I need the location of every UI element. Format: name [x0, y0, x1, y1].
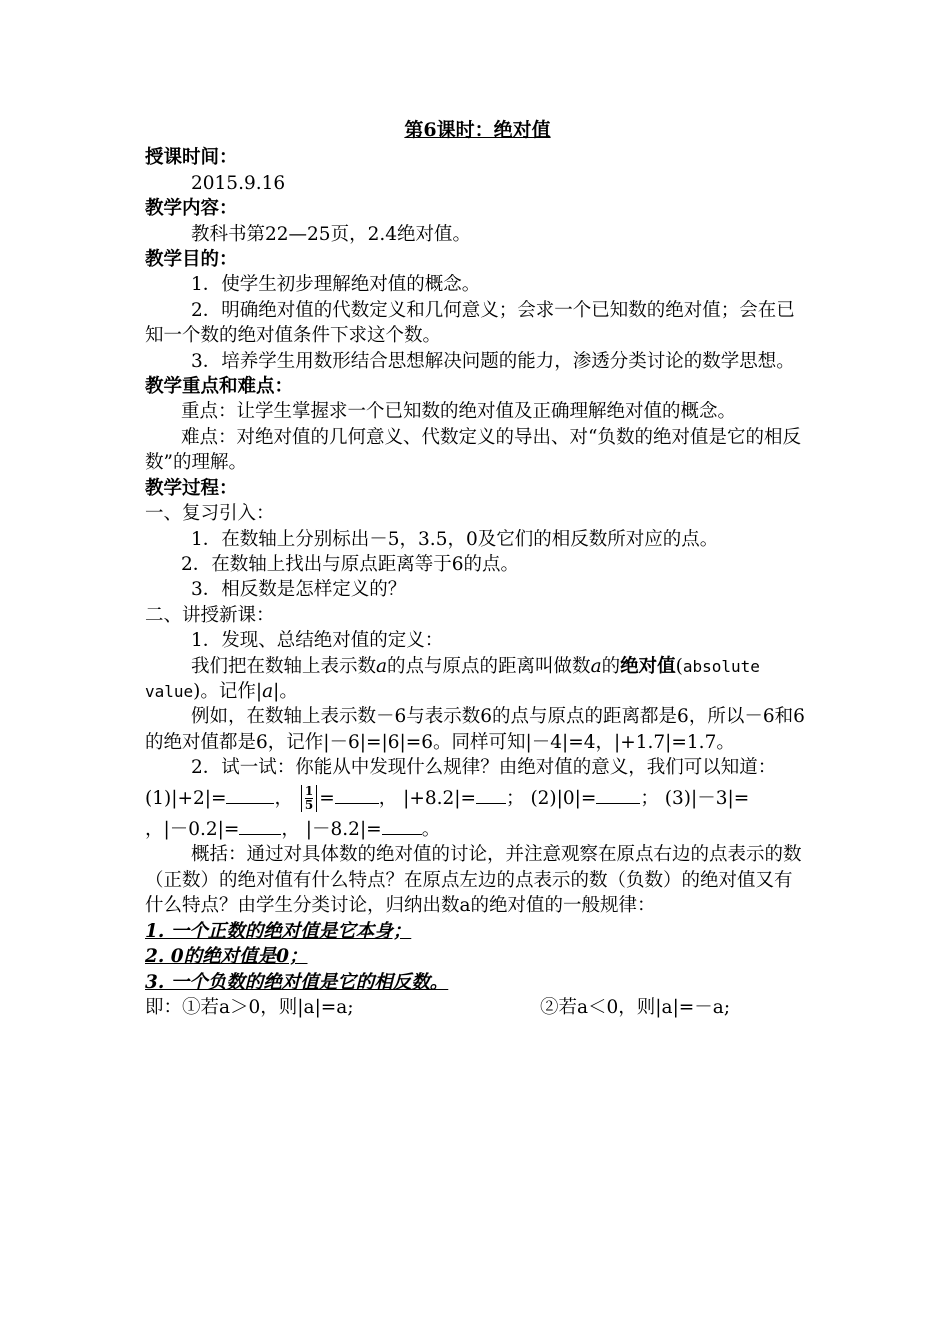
review-item: 1．在数轴上分别标出－5，3.5，0及它们的相反数所对应的点。 [191, 528, 719, 550]
exercise-line [145, 816, 810, 842]
def-text: ( [675, 655, 683, 677]
def-text: 的点与原点的距离叫做数 [387, 655, 591, 677]
case-positive: 即：①若a＞0，则|a|=a; [145, 996, 354, 1018]
goal-item: 3．培养学生用数形结合思想解决问题的能力，渗透分类讨论的数学思想。 [191, 350, 795, 372]
definition-paragraph [145, 654, 810, 705]
var-a: a [590, 655, 602, 677]
var-a: a [376, 655, 388, 677]
exercise-text: 。 [421, 819, 441, 841]
goal-item: 1．使学生初步理解绝对值的概念。 [191, 274, 481, 296]
exercise-text: = [319, 787, 335, 809]
subsection-review: 一、复习引入： [145, 503, 275, 525]
def-text: )。记作 [193, 680, 256, 702]
case-negative: ②若a＜0，则|a|=－a; [540, 996, 731, 1018]
page-title: 第6课时：绝对值 [404, 119, 551, 141]
summary-paragraph: 概括：通过对具体数的绝对值的讨论，并注意观察在原点右边的点表示的数（正数）的绝对值有什么特点？在原点左边的点表示的数（负数）的绝对值又有什么特点？由学生分类讨论，归纳出数a的绝对值的一般规律： [145, 844, 802, 917]
exercise-text: ， [274, 787, 293, 809]
section-heading-content: 教学内容： [145, 198, 238, 220]
exercise-text: ； [640, 787, 659, 809]
exercise-text: |+8.2|= [403, 787, 477, 809]
goal-item: 2．明确绝对值的代数定义和几何意义；会求一个已知数的绝对值；会在已知一个数的绝对值条件下求这个数。 [145, 299, 795, 347]
section-heading-process: 教学过程： [145, 477, 238, 499]
answer-blank[interactable] [226, 785, 274, 804]
answer-blank[interactable] [335, 785, 379, 804]
lesson-date: 2015.9.16 [191, 172, 286, 194]
review-item: 3．相反数是怎样定义的？ [191, 579, 407, 601]
example-paragraph: 例如，在数轴上表示数－6与表示数6的点与原点的距离都是6，所以－6和6的绝对值都是6，记作|－6|=|6|=6。同样可知|－4|=4，|+1.7|=1.7。 [145, 706, 805, 753]
def-text: 的 [601, 655, 621, 677]
answer-blank[interactable] [382, 816, 422, 835]
exercise-text: (2)|0|= [530, 787, 597, 809]
rule-item: 3. 一个负数的绝对值是它的相反数。 [145, 971, 449, 993]
exercise-text: |－8.2|= [305, 819, 382, 841]
exercise-text: (1)|+2|= [145, 787, 227, 809]
def-text: 我们把在数轴上表示数 [191, 655, 377, 677]
cases-line [145, 995, 810, 1020]
def-text: 。 [279, 680, 298, 702]
frac-denominator: 5 [304, 798, 314, 813]
section-heading-time: 授课时间： [145, 147, 238, 169]
exercise-text: ，|－0.2|= [145, 819, 240, 841]
section-heading-goals: 教学目的： [145, 249, 238, 271]
exercise-text: (3)|－3|= [664, 787, 750, 809]
def-notation: |a| [255, 680, 280, 702]
subsection-new: 二、讲授新课： [145, 604, 275, 626]
fraction-one-fifth [301, 785, 317, 812]
content-text: 教科书第22—25页，2.4绝对值。 [191, 223, 472, 245]
hard-point: 难点：对绝对值的几何意义、代数定义的导出、对“负数的绝对值是它的相反数”的理解。 [145, 426, 801, 474]
answer-blank[interactable] [596, 785, 640, 804]
section-heading-key: 教学重点和难点： [145, 376, 294, 398]
key-point: 重点：让学生掌握求一个已知数的绝对值及正确理解绝对值的概念。 [181, 401, 737, 423]
answer-blank[interactable] [239, 816, 281, 835]
exercise-text: ， [378, 787, 398, 809]
frac-numerator: 1 [304, 784, 314, 799]
exercise-text: ， [281, 819, 300, 841]
rule-item: 1. 一个正数的绝对值是它本身； [145, 920, 412, 942]
try-paragraph: 2．试一试：你能从中发现什么规律？由绝对值的意义，我们可以知道： [191, 757, 777, 779]
rule-item: 2. 0的绝对值是0； [145, 946, 308, 968]
new-item: 1．发现、总结绝对值的定义： [191, 630, 444, 652]
answer-blank[interactable] [476, 785, 506, 804]
exercise-text: ； [506, 787, 525, 809]
exercise-line [145, 785, 810, 813]
def-term: 绝对值 [620, 655, 676, 677]
review-item: 2．在数轴上找出与原点距离等于6的点。 [181, 553, 520, 575]
document-page [145, 118, 810, 1020]
def-english: absolute value [145, 656, 760, 701]
